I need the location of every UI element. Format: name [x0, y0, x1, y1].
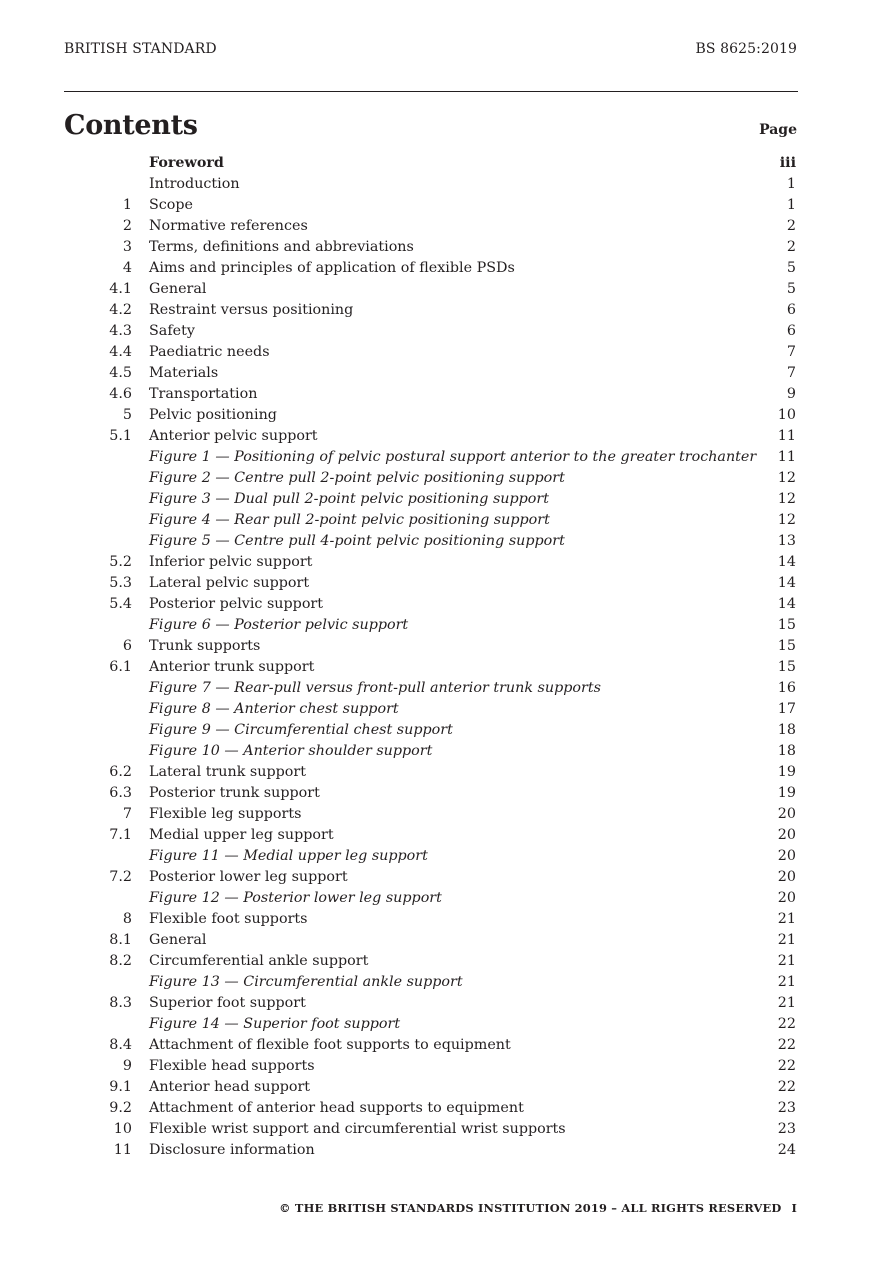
toc-entry-page: 17 — [777, 701, 796, 717]
toc-entry[interactable] — [0, 552, 892, 573]
toc-entry[interactable] — [0, 783, 892, 804]
toc-entry-title: Figure 11 — Medial upper leg support — [149, 848, 428, 864]
toc-entry-title: Flexible foot supports — [149, 911, 308, 927]
header-rule — [64, 91, 798, 92]
toc-entry-title: Pelvic positioning — [149, 407, 277, 423]
toc-entry-number: 11 — [113, 1142, 132, 1158]
toc-entry[interactable] — [0, 993, 892, 1014]
toc-entry-page: 20 — [777, 848, 796, 864]
toc-entry-number: 4.3 — [109, 323, 132, 339]
toc-entry[interactable] — [0, 825, 892, 846]
toc-entry-title: Anterior pelvic support — [149, 428, 318, 444]
toc-entry-page: 20 — [777, 827, 796, 843]
toc-entry-page: 21 — [777, 953, 796, 969]
toc-entry-page: 15 — [777, 659, 796, 675]
toc-figure-entry[interactable] — [0, 447, 892, 468]
toc-entry-page: 22 — [777, 1058, 796, 1074]
toc-entry-title: Figure 3 — Dual pull 2-point pelvic positioning support — [149, 491, 549, 507]
toc-entry-number: 5.3 — [109, 575, 132, 591]
toc-entry-title: Restraint versus positioning — [149, 302, 354, 318]
toc-entry-title: Inferior pelvic support — [149, 554, 313, 570]
toc-entry[interactable] — [0, 300, 892, 321]
toc-entry[interactable] — [0, 195, 892, 216]
toc-entry-page: 11 — [777, 449, 796, 465]
toc-entry-title: Superior foot support — [149, 995, 306, 1011]
toc-entry-number: 2 — [122, 218, 132, 234]
toc-entry-number: 1 — [122, 197, 132, 213]
toc-figure-entry[interactable] — [0, 615, 892, 636]
page-title: Contents — [64, 110, 198, 141]
toc-entry-title: Figure 13 — Circumferential ankle support — [149, 974, 463, 990]
toc-entry-number: 8 — [122, 911, 132, 927]
toc-entry-page: 21 — [777, 911, 796, 927]
toc-entry-title: Figure 7 — Rear-pull versus front-pull anterior trunk supports — [149, 680, 601, 696]
toc-entry-number: 6 — [122, 638, 132, 654]
toc-figure-entry[interactable] — [0, 741, 892, 762]
toc-entry-number: 4.6 — [109, 386, 132, 402]
toc-entry-number: 7 — [122, 806, 132, 822]
table-of-contents — [0, 153, 892, 1161]
toc-entry-page: 18 — [777, 743, 796, 759]
toc-entry-page: 7 — [786, 344, 796, 360]
toc-entry[interactable] — [0, 1035, 892, 1056]
toc-entry-page: 16 — [777, 680, 796, 696]
toc-entry-title: Materials — [149, 365, 219, 381]
toc-entry-title: Foreword — [149, 155, 224, 171]
toc-entry-page: 13 — [777, 533, 796, 549]
toc-entry-title: Figure 4 — Rear pull 2-point pelvic positioning support — [149, 512, 550, 528]
toc-entry-page: 10 — [777, 407, 796, 423]
toc-entry-title: Figure 8 — Anterior chest support — [149, 701, 399, 717]
toc-entry-number: 4 — [122, 260, 132, 276]
toc-entry-number: 4.4 — [109, 344, 132, 360]
toc-entry[interactable] — [0, 258, 892, 279]
toc-entry-title: Terms, definitions and abbreviations — [149, 239, 414, 255]
toc-entry[interactable] — [0, 342, 892, 363]
toc-entry-page: 15 — [777, 617, 796, 633]
toc-entry-page: 2 — [786, 218, 796, 234]
toc-entry-title: Scope — [149, 197, 194, 213]
toc-entry-page: 5 — [786, 281, 796, 297]
toc-entry-title: Aims and principles of application of flexible PSDs — [149, 260, 515, 276]
toc-entry[interactable] — [0, 426, 892, 447]
toc-entry-title: Figure 10 — Anterior shoulder support — [149, 743, 433, 759]
toc-entry-number: 5.2 — [109, 554, 132, 570]
toc-figure-entry[interactable] — [0, 720, 892, 741]
toc-entry-title: Safety — [149, 323, 195, 339]
toc-figure-entry[interactable] — [0, 846, 892, 867]
toc-entry-title: Anterior head support — [149, 1079, 311, 1095]
toc-entry[interactable] — [0, 216, 892, 237]
toc-entry-page: 19 — [777, 785, 796, 801]
toc-entry-number: 3 — [122, 239, 132, 255]
copyright-notice: © THE BRITISH STANDARDS INSTITUTION 2019 – ALL RIGHTS RESERVED — [279, 1201, 782, 1215]
toc-entry-title: Figure 9 — Circumferential chest support — [149, 722, 453, 738]
toc-entry-title: Posterior lower leg support — [149, 869, 348, 885]
toc-entry-number: 6.1 — [109, 659, 132, 675]
toc-entry-number: 4.5 — [109, 365, 132, 381]
toc-entry-page: 19 — [777, 764, 796, 780]
toc-entry-page: 23 — [777, 1121, 796, 1137]
toc-entry-title: Flexible head supports — [149, 1058, 315, 1074]
toc-entry[interactable] — [0, 867, 892, 888]
toc-entry[interactable] — [0, 384, 892, 405]
toc-entry-title: Anterior trunk support — [149, 659, 315, 675]
toc-entry[interactable] — [0, 573, 892, 594]
toc-entry-title: Figure 6 — Posterior pelvic support — [149, 617, 409, 633]
toc-figure-entry[interactable] — [0, 972, 892, 993]
toc-entry-title: Figure 12 — Posterior lower leg support — [149, 890, 442, 906]
toc-entry[interactable] — [0, 657, 892, 678]
running-header-left: BRITISH STANDARD — [64, 41, 217, 57]
toc-entry-page: 12 — [777, 470, 796, 486]
toc-entry-page: 22 — [777, 1016, 796, 1032]
toc-entry-title: General — [149, 281, 207, 297]
toc-entry-number: 9.1 — [109, 1079, 132, 1095]
toc-entry-page: 11 — [777, 428, 796, 444]
toc-entry[interactable] — [0, 636, 892, 657]
toc-entry-page: 22 — [777, 1037, 796, 1053]
toc-entry-number: 10 — [113, 1121, 132, 1137]
toc-entry-page: 21 — [777, 995, 796, 1011]
toc-entry-page: 24 — [777, 1142, 796, 1158]
toc-entry[interactable] — [0, 405, 892, 426]
toc-figure-entry[interactable] — [0, 468, 892, 489]
toc-entry-title: General — [149, 932, 207, 948]
toc-entry-page: 20 — [777, 806, 796, 822]
toc-entry-title: Figure 1 — Positioning of pelvic postural support anterior to the greater trochanter — [149, 449, 757, 465]
toc-entry-number: 7.2 — [109, 869, 132, 885]
toc-figure-entry[interactable] — [0, 699, 892, 720]
toc-entry[interactable] — [0, 363, 892, 384]
toc-entry-number: 8.3 — [109, 995, 132, 1011]
toc-entry-page: 2 — [786, 239, 796, 255]
toc-entry-title: Figure 2 — Centre pull 2-point pelvic positioning support — [149, 470, 565, 486]
toc-entry-number: 7.1 — [109, 827, 132, 843]
footer — [279, 1201, 797, 1215]
page-column-label: Page — [759, 122, 797, 138]
toc-entry-title: Flexible wrist support and circumferential wrist supports — [149, 1121, 566, 1137]
toc-entry-number: 8.2 — [109, 953, 132, 969]
toc-entry-number: 4.2 — [109, 302, 132, 318]
toc-entry[interactable] — [0, 1056, 892, 1077]
page-folio: I — [791, 1201, 797, 1215]
toc-figure-entry[interactable] — [0, 1014, 892, 1035]
toc-entry-title: Figure 5 — Centre pull 4-point pelvic positioning support — [149, 533, 565, 549]
toc-entry-number: 5.1 — [109, 428, 132, 444]
toc-entry[interactable] — [0, 909, 892, 930]
toc-entry-title: Figure 14 — Superior foot support — [149, 1016, 401, 1032]
toc-entry-number: 5.4 — [109, 596, 132, 612]
toc-entry-title: Disclosure information — [149, 1142, 315, 1158]
toc-entry-page: 14 — [777, 596, 796, 612]
toc-entry[interactable] — [0, 1140, 892, 1161]
toc-entry-number: 4.1 — [109, 281, 132, 297]
toc-entry-page: 1 — [786, 176, 796, 192]
toc-entry-page: 14 — [777, 575, 796, 591]
toc-entry-number: 8.4 — [109, 1037, 132, 1053]
toc-entry-title: Attachment of anterior head supports to equipment — [149, 1100, 524, 1116]
toc-entry-page: 7 — [786, 365, 796, 381]
toc-entry-title: Lateral pelvic support — [149, 575, 310, 591]
toc-entry-number: 8.1 — [109, 932, 132, 948]
toc-entry-page: 14 — [777, 554, 796, 570]
toc-entry-title: Circumferential ankle support — [149, 953, 369, 969]
toc-entry-page: 18 — [777, 722, 796, 738]
toc-entry-page: 15 — [777, 638, 796, 654]
toc-entry-page: 12 — [777, 512, 796, 528]
toc-figure-entry[interactable] — [0, 489, 892, 510]
toc-figure-entry[interactable] — [0, 510, 892, 531]
toc-entry-page: 21 — [777, 974, 796, 990]
toc-entry-number: 9.2 — [109, 1100, 132, 1116]
toc-entry-title: Paediatric needs — [149, 344, 270, 360]
toc-entry-page: 5 — [786, 260, 796, 276]
toc-entry-title: Introduction — [149, 176, 240, 192]
toc-entry[interactable] — [0, 1098, 892, 1119]
toc-entry[interactable] — [0, 321, 892, 342]
toc-entry[interactable] — [0, 174, 892, 195]
toc-figure-entry[interactable] — [0, 531, 892, 552]
toc-entry-title: Posterior trunk support — [149, 785, 320, 801]
toc-entry-title: Posterior pelvic support — [149, 596, 324, 612]
toc-entry[interactable] — [0, 153, 892, 174]
toc-entry-page: 23 — [777, 1100, 796, 1116]
toc-entry[interactable] — [0, 762, 892, 783]
toc-entry-number: 6.3 — [109, 785, 132, 801]
toc-entry-page: 20 — [777, 869, 796, 885]
toc-entry-title: Attachment of flexible foot supports to equipment — [149, 1037, 511, 1053]
toc-entry-page: 21 — [777, 932, 796, 948]
toc-entry-page: 6 — [786, 302, 796, 318]
toc-entry-title: Normative references — [149, 218, 308, 234]
toc-entry-number: 9 — [122, 1058, 132, 1074]
toc-entry-page: 9 — [786, 386, 796, 402]
toc-entry-title: Lateral trunk support — [149, 764, 306, 780]
toc-entry-page: 12 — [777, 491, 796, 507]
toc-entry[interactable] — [0, 279, 892, 300]
toc-entry[interactable] — [0, 1077, 892, 1098]
toc-entry-title: Transportation — [149, 386, 258, 402]
toc-entry-number: 6.2 — [109, 764, 132, 780]
toc-figure-entry[interactable] — [0, 678, 892, 699]
toc-entry[interactable] — [0, 237, 892, 258]
toc-entry-title: Flexible leg supports — [149, 806, 302, 822]
toc-entry-title: Medial upper leg support — [149, 827, 334, 843]
toc-entry[interactable] — [0, 1119, 892, 1140]
toc-entry[interactable] — [0, 804, 892, 825]
toc-entry-page: 1 — [786, 197, 796, 213]
toc-figure-entry[interactable] — [0, 888, 892, 909]
toc-entry-page: iii — [779, 155, 796, 171]
toc-entry-page: 22 — [777, 1079, 796, 1095]
running-header-right: BS 8625:2019 — [695, 41, 797, 57]
toc-entry-page: 20 — [777, 890, 796, 906]
toc-entry[interactable] — [0, 594, 892, 615]
toc-entry-page: 6 — [786, 323, 796, 339]
toc-entry-title: Trunk supports — [149, 638, 261, 654]
toc-entry[interactable] — [0, 930, 892, 951]
toc-entry[interactable] — [0, 951, 892, 972]
toc-entry-number: 5 — [122, 407, 132, 423]
